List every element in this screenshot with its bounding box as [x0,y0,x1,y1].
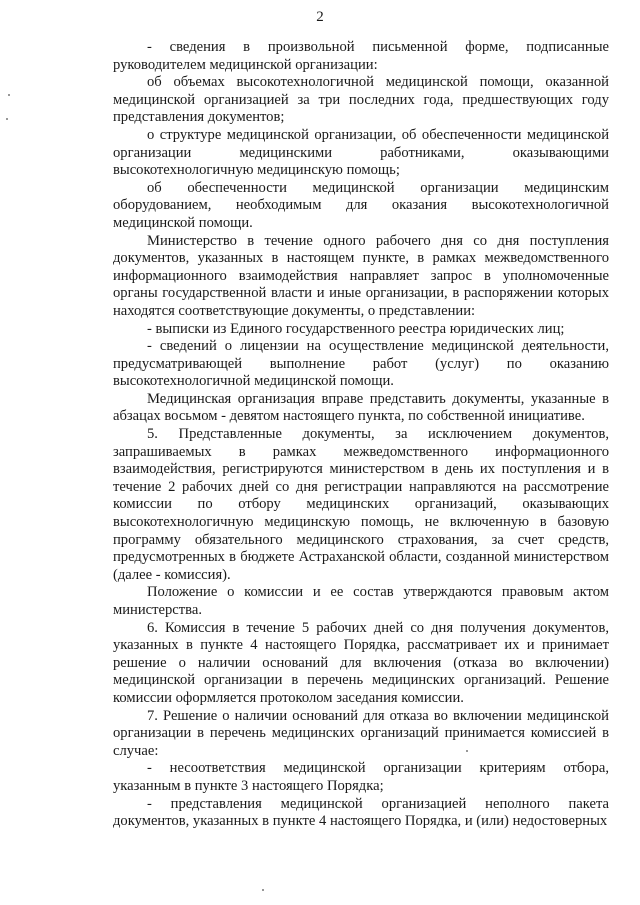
paragraph: о структуре медицинской организации, об обеспеченности медицинской организации медицинскими работниками, оказывающими высокотехнологичную медицинскую помощь; [113,126,609,179]
scan-speck [6,118,8,120]
paragraph: - выписки из Единого государственного реестра юридических лиц; [147,320,565,337]
paragraph: - сведения в произвольной письменной форме, подписанные руководителем медицинской организации: [113,39,609,73]
paragraph: об обеспеченности медицинской организации медицинским оборудованием, необходимым для оказания высокотехнологичной медицинской помощи. [113,179,609,231]
scan-speck [8,94,10,96]
paragraph: Медицинская организация вправе представить документы, указанные в абзацах восьмом - девятом настоящего пункта, по собственной инициативе. [113,390,609,425]
document-body [113,39,609,831]
paragraph: 5. Представленные документы, за исключением документов, запрашиваемых в рамках межведомственного информационного взаимодействия, регистрируются министерством в день их поступления и в течение 2 рабочих дней со дня регистрации направляются на рассмотрение комиссии по отбору медицинских организаций, оказывающих высокотехнологичную медицинскую помощь, не включенную в базовую программу обязательного медицинского страхования, за счет средств, предусмотренных в бюджете Астраханской области, созданной министерством (далее - комиссия). [113,426,609,583]
paragraph: 7. Решение о наличии оснований для отказа во включении медицинской организации в перечень медицинских организаций принимается комиссией в случае: [113,707,609,759]
paragraph: - несоответствия медицинской организации критериям отбора, указанным в пункте 3 настоящего Порядка; [113,760,609,794]
paragraph: - представления медицинской организацией неполного пакета документов, указанных в пункте 4 настоящего Порядка, и (или) недостоверных [113,795,609,830]
scan-speck [262,889,264,891]
page-number: 2 [316,9,324,25]
paragraph: об объемах высокотехнологичной медицинской помощи, оказанной медицинской организацией за три последних года, предшествующих году представления документов; [113,74,609,126]
paragraph: Положение о комиссии и ее состав утверждаются правовым актом министерства. [113,584,609,618]
paragraph: 6. Комиссия в течение 5 рабочих дней со дня получения документов, указанных в пункте 4 настоящего Порядка, рассматривает их и принимает решение о наличии оснований для включения (отказа во включении) медицинской организации в перечень медицинских организаций. Решение комиссии оформляется протоколом заседания комиссии. [113,619,609,706]
paragraph: - сведений о лицензии на осуществление медицинской деятельности, предусматривающей выполнение работ (услуг) по оказанию высокотехнологичной медицинской помощи. [113,338,609,390]
scan-speck [466,750,468,752]
paragraph: Министерство в течение одного рабочего дня со дня поступления документов, указанных в настоящем пункте, в рамках межведомственного информационного взаимодействия направляет запрос в уполномоченные органы государственной власти и иные организации, в распоряжении которых находятся соответствующие документы, о представлении: [113,232,609,319]
